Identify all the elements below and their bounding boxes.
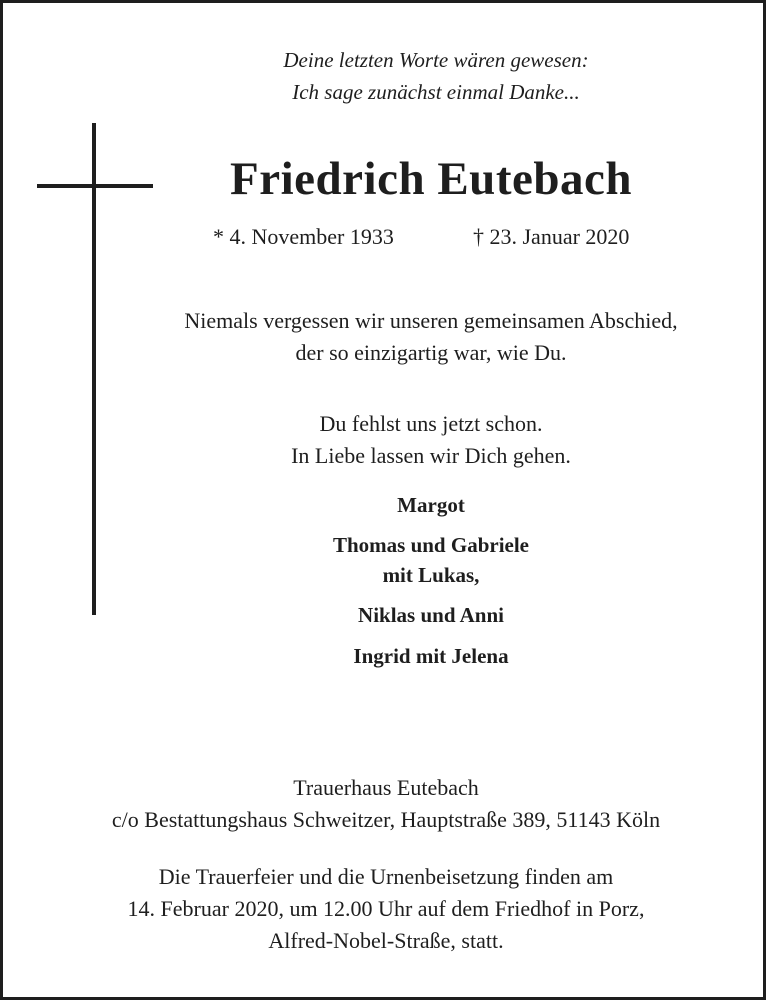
death-date: † 23. Januar 2020 — [473, 224, 630, 249]
mourner-4: Niklas und Anni — [358, 603, 504, 627]
verse-1-line-2: der so einzigartig war, wie Du. — [295, 340, 567, 365]
ceremony-line-2: 14. Februar 2020, um 12.00 Uhr auf dem Friedhof in Porz, — [127, 896, 645, 921]
verse-2-line-1: Du fehlst uns jetzt schon. — [319, 411, 543, 436]
mourner-2: Thomas und Gabriele — [332, 533, 530, 557]
deceased-name: Friedrich Eutebach — [230, 153, 632, 205]
ceremony-line-3: Alfred-Nobel-Straße, statt. — [268, 928, 504, 953]
mourner-5: Ingrid mit Jelena — [353, 644, 509, 668]
mourning-house: Trauerhaus Eutebach — [293, 775, 479, 800]
birth-date: * 4. November 1933 — [213, 224, 394, 249]
ceremony-line-1: Die Trauerfeier und die Urnenbeisetzung finden am — [158, 864, 614, 889]
mourning-address: c/o Bestattungshaus Schweitzer, Hauptstraße 389, 51143 Köln — [111, 807, 661, 832]
mourner-1: Margot — [397, 493, 465, 517]
verse-2-line-2: In Liebe lassen wir Dich gehen. — [291, 443, 571, 468]
verse-1-line-1: Niemals vergessen wir unseren gemeinsamen Abschied, — [184, 308, 678, 333]
quote-line-1: Deine letzten Worte wären gewesen: — [283, 48, 589, 72]
quote-line-2: Ich sage zunächst einmal Danke... — [292, 80, 580, 104]
mourner-3: mit Lukas, — [382, 563, 480, 587]
